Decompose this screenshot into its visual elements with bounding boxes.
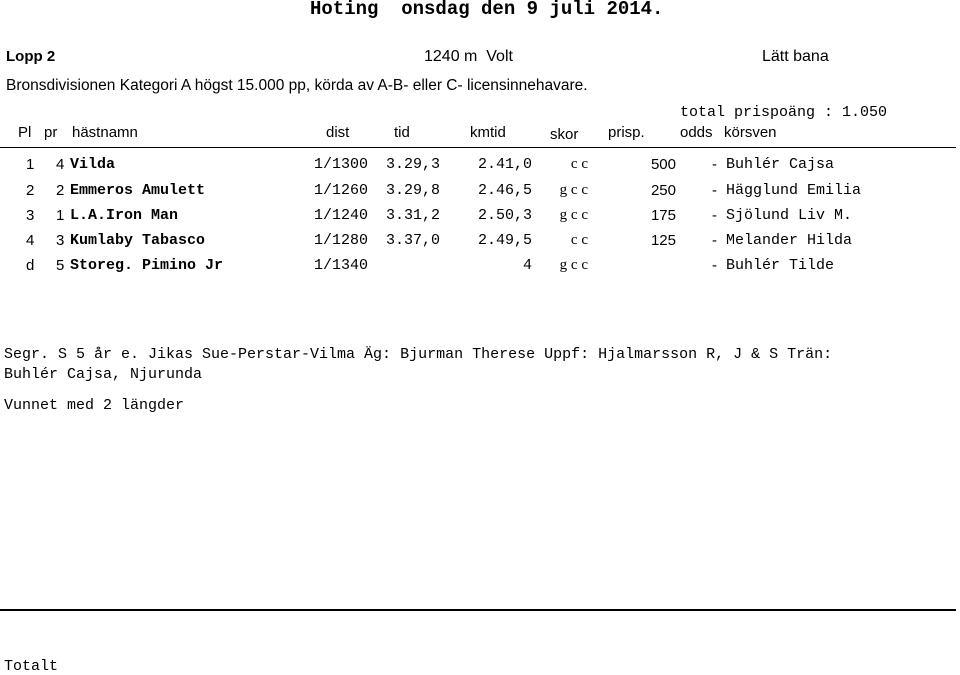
col-dist: dist (326, 124, 350, 141)
row-skor: c c (570, 156, 588, 172)
row-pl: 4 (26, 232, 35, 249)
row-tid: 3.29,8 (386, 182, 441, 199)
col-prisp: prisp. (608, 124, 645, 141)
col-kmtid: kmtid (470, 124, 506, 141)
row-dist: 1/1340 (314, 257, 369, 274)
row-driver: Sjölund Liv M. (726, 207, 853, 224)
winner-info-line-2: Buhlér Cajsa, Njurunda (4, 366, 203, 383)
row-kmtid: 2.50,3 (477, 207, 532, 224)
row-tid: 3.29,3 (386, 156, 441, 173)
page-title: Hoting onsdag den 9 juli 2014. (310, 0, 664, 20)
total-prize: total prispoäng : 1.050 (680, 104, 888, 121)
col-skor: skor (550, 126, 579, 143)
row-odds: - (712, 232, 717, 249)
row-driver: Buhlér Cajsa (726, 156, 835, 173)
row-driver: Melander Hilda (726, 232, 853, 249)
row-pr: 1 (56, 207, 65, 224)
row-horse: Emmeros Amulett (70, 182, 206, 199)
row-prisp: 250 (650, 182, 676, 199)
row-horse: Storeg. Pimino Jr (70, 257, 224, 274)
row-driver: Buhlér Tilde (726, 257, 835, 274)
row-horse: Kumlaby Tabasco (70, 232, 206, 249)
row-dist: 1/1240 (314, 207, 369, 224)
row-horse: Vilda (70, 156, 116, 173)
row-kmtid: 2.41,0 (477, 156, 532, 173)
row-skor: g c c (559, 182, 588, 198)
row-prisp: 125 (650, 232, 676, 249)
row-prisp: 500 (650, 156, 676, 173)
track-condition: Lätt bana (762, 48, 829, 65)
row-skor: g c c (559, 257, 588, 273)
row-pl: 2 (26, 182, 35, 199)
row-odds: - (712, 207, 717, 224)
row-pl: d (26, 257, 35, 274)
row-kmtid: 2.46,5 (477, 182, 532, 199)
row-kmtid: 4 (522, 257, 532, 274)
winner-info-line-1: Segr. S 5 år e. Jikas Sue-Perstar-Vilma Äg: Bjurman Therese Uppf: Hjalmarsson R, J & S Trän: (4, 346, 833, 363)
row-dist: 1/1260 (314, 182, 369, 199)
table-row (0, 207, 956, 227)
table-row (0, 232, 956, 252)
header-divider (0, 147, 956, 148)
row-pr: 2 (56, 182, 65, 199)
table-row (0, 156, 956, 176)
footer-divider (0, 609, 956, 611)
row-tid: 3.37,0 (386, 232, 441, 249)
row-odds: - (712, 182, 717, 199)
row-kmtid: 2.49,5 (477, 232, 532, 249)
row-odds: - (712, 156, 717, 173)
race-description: Bronsdivisionen Kategori A högst 15.000 pp, körda av A-B- eller C- licensinnehavare. (6, 77, 588, 94)
total-label: Totalt (4, 658, 59, 675)
col-pr: pr (44, 124, 58, 141)
row-tid: 3.31,2 (386, 207, 441, 224)
col-tid: tid (394, 124, 410, 141)
row-horse: L.A.Iron Man (70, 207, 179, 224)
row-dist: 1/1280 (314, 232, 369, 249)
row-odds: - (712, 257, 717, 274)
table-row (0, 182, 956, 202)
row-skor: g c c (559, 207, 588, 223)
row-pl: 1 (26, 156, 35, 173)
winning-margin: Vunnet med 2 längder (4, 397, 185, 414)
row-prisp: 175 (650, 207, 676, 224)
row-dist: 1/1300 (314, 156, 369, 173)
col-odds: odds (680, 124, 713, 141)
row-pr: 4 (56, 156, 65, 173)
row-driver: Hägglund Emilia (726, 182, 862, 199)
race-label: Lopp 2 (6, 48, 56, 65)
row-pl: 3 (26, 207, 35, 224)
row-pr: 5 (56, 257, 65, 274)
row-pr: 3 (56, 232, 65, 249)
col-pl: Pl (18, 124, 32, 141)
race-distance: 1240 m Volt (424, 48, 513, 65)
row-skor: c c (570, 232, 588, 248)
col-name: hästnamn (72, 124, 138, 141)
table-row (0, 257, 956, 277)
col-driver: körsven (724, 124, 777, 141)
